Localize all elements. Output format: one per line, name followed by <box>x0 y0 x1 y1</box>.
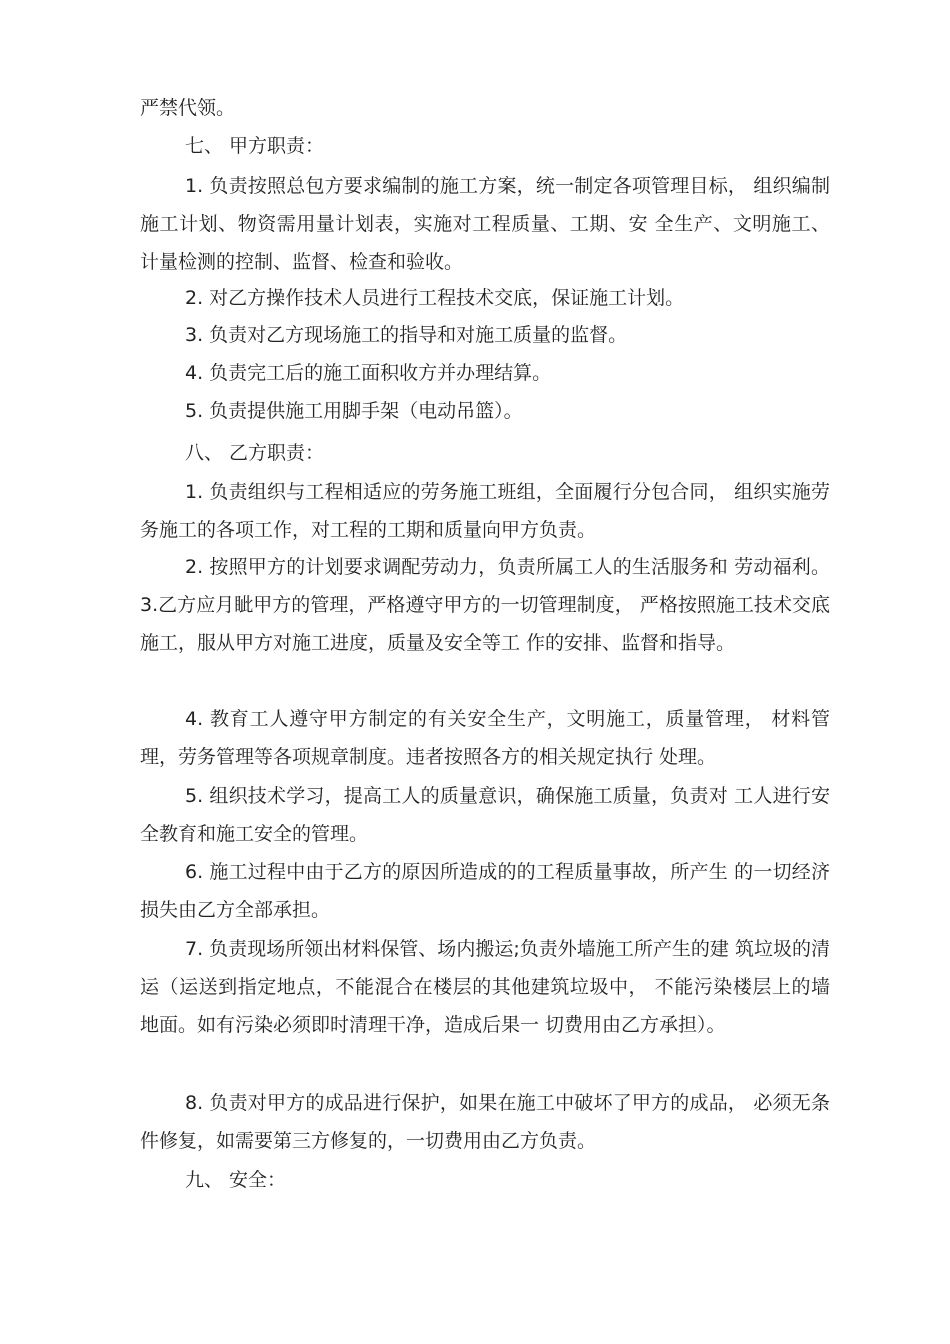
paragraph-8-2: 2. 按照甲方的计划要求调配劳动力，负责所属工人的生活服务和 劳动福利。3.乙方应月眦甲方的管理，严格遵守甲方的一切管理制度， 严格按照施工技术交底施工，服从甲方对施工进度，质量及安全等工 作的安排、监督和指导。 <box>140 556 830 654</box>
section-heading-8: 八、 乙方职责： <box>185 442 325 464</box>
paragraph-8-5: 5. 组织技术学习，提高工人的质量意识，确保施工质量，负责对 工人进行安全教育和施工安全的管理。 <box>140 785 830 845</box>
paragraph-8-1: 1. 负责组织与工程相适应的劳务施工班组，全面履行分包合同， 组织实施劳务施工的各项工作，对工程的工期和质量向甲方负责。 <box>140 481 830 541</box>
section-heading-9: 九、 安全： <box>185 1169 287 1191</box>
paragraph-7-2: 2. 对乙方操作技术人员进行工程技术交底，保证施工计划。 <box>185 287 685 309</box>
paragraph-8-4: 4. 教育工人遵守甲方制定的有关安全生产，文明施工，质量管理， 材料管理，劳务管理等各项规章制度。违者按照各方的相关规定执行 处理。 <box>140 708 830 768</box>
paragraph-8-8: 8. 负责对甲方的成品进行保护，如果在施工中破坏了甲方的成品， 必须无条件修复，如需要第三方修复的，一切费用由乙方负责。 <box>140 1092 830 1152</box>
paragraph-1: 严禁代领。 <box>140 97 236 119</box>
paragraph-8-7: 7. 负责现场所领出材料保管、场内搬运;负责外墙施工所产生的建 筑垃圾的清运（运送到指定地点，不能混合在楼层的其他建筑垃圾中， 不能污染楼层上的墙地面。如有污染必须即时清理干净，造成后果一 切费用由乙方承担）。 <box>140 938 830 1036</box>
paragraph-8-6: 6. 施工过程中由于乙方的原因所造成的的工程质量事故，所产生 的一切经济损失由乙方全部承担。 <box>140 861 830 921</box>
section-heading-7: 七、 甲方职责： <box>185 135 325 157</box>
paragraph-7-3: 3. 负责对乙方现场施工的指导和对施工质量的监督。 <box>185 324 628 346</box>
paragraph-7-5: 5. 负责提供施工用脚手架（电动吊篮）。 <box>185 400 523 422</box>
paragraph-7-1: 1. 负责按照总包方要求编制的施工方案，统一制定各项管理目标， 组织编制施工计划、物资需用量计划表，实施对工程质量、工期、安 全生产、文明施工、计量检测的控制、监督、检查和验收。 <box>140 175 830 273</box>
paragraph-7-4: 4. 负责完工后的施工面积收方并办理结算。 <box>185 362 552 384</box>
